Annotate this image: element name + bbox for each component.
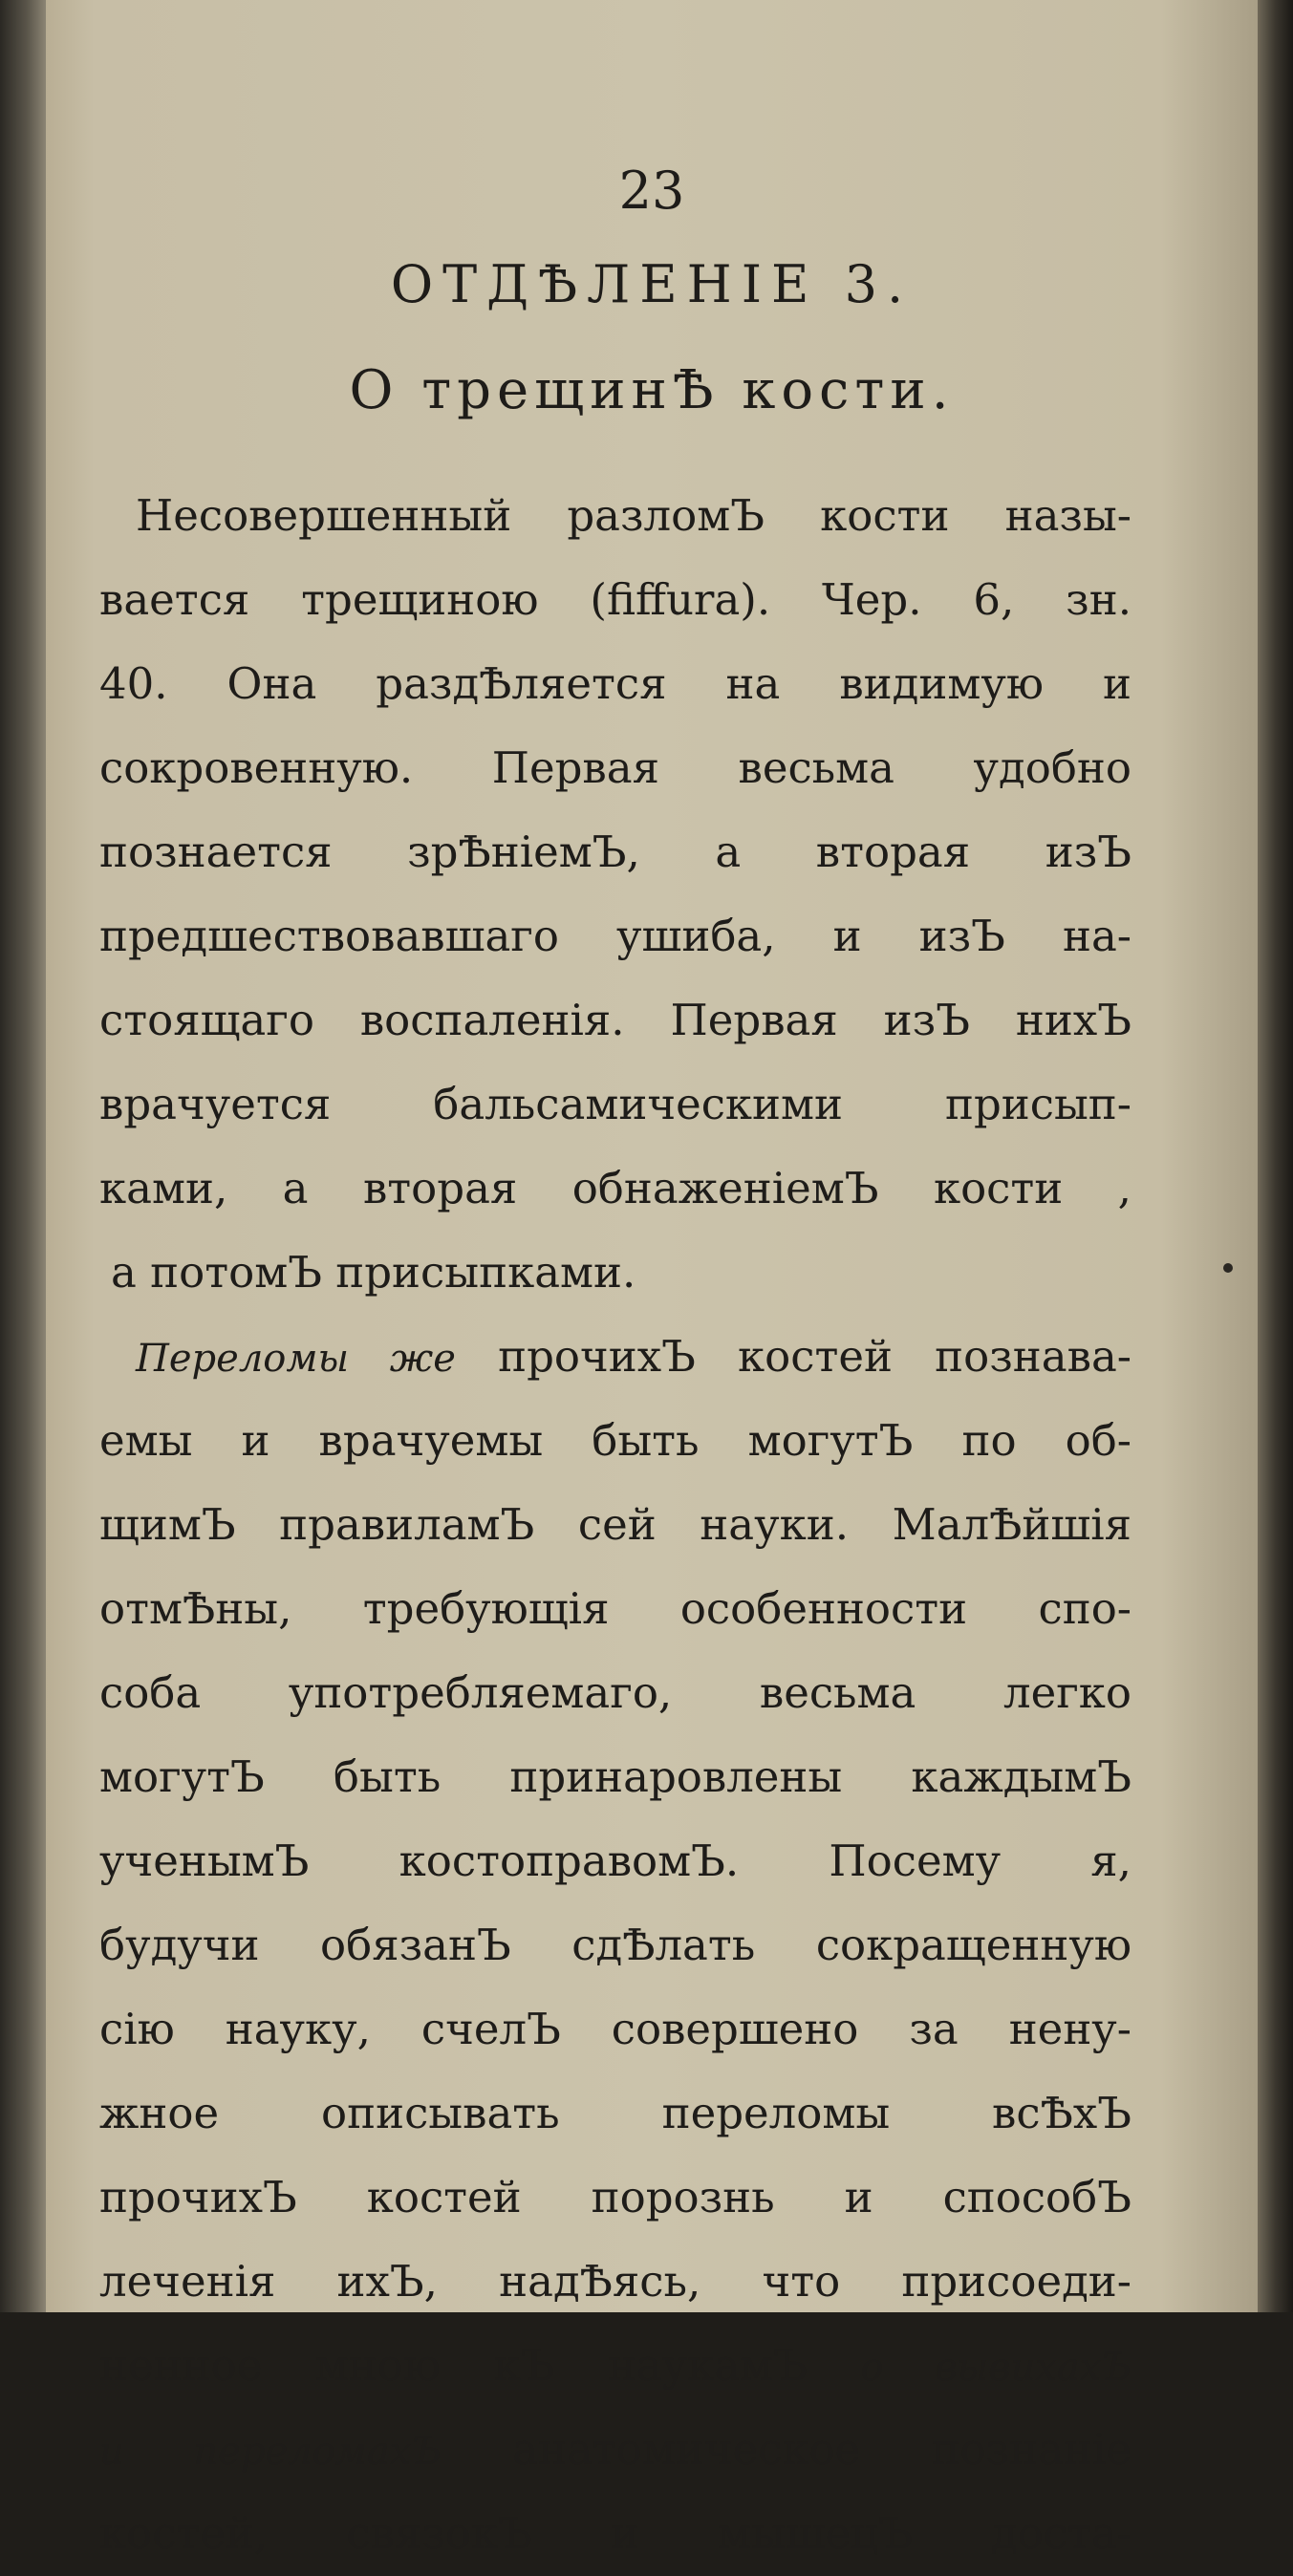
section-heading: ОТДѢЛЕНІЕ 3. bbox=[390, 254, 914, 314]
line-text: сію науку, счелЪ совершено за нену- bbox=[99, 2004, 1131, 2054]
line-text: анатомическое познаніе bbox=[512, 2424, 1131, 2475]
text-line bbox=[99, 2240, 1131, 2324]
line-text: емы и врачуемы быть могутЪ по об- bbox=[99, 1415, 1131, 1466]
text-line bbox=[99, 642, 1131, 726]
ink-speck bbox=[1223, 1263, 1233, 1273]
text-line bbox=[99, 1819, 1131, 1903]
text-line bbox=[99, 810, 1131, 894]
text-line bbox=[99, 1315, 1131, 1399]
italic-phrase: Переломы же bbox=[136, 1337, 456, 1381]
line-text: врачуется бальсамическими присып- bbox=[99, 1079, 1131, 1129]
line-text: прочихЪ костей порознь и способЪ bbox=[99, 2172, 1131, 2222]
line-text: а потомЪ присыпками. bbox=[111, 1247, 636, 1298]
text-line bbox=[99, 558, 1131, 642]
line-text: будучи обязанЪ сдѢлать сокращенную bbox=[99, 1920, 1131, 1970]
text-line bbox=[99, 1987, 1131, 2072]
line-text: ненное мною кЪ наукамЪ bbox=[99, 2340, 808, 2391]
line-text: сокровенную. Первая весьма удобно bbox=[99, 742, 1131, 793]
text-line bbox=[99, 2072, 1131, 2156]
page-number: 23 bbox=[618, 161, 685, 221]
line-text: прочихЪ костей познава- bbox=[498, 1331, 1131, 1382]
text-line bbox=[99, 726, 1131, 810]
line-text: вается трещиною (fiffura). Чер. 6, зн. bbox=[99, 574, 1131, 625]
line-text: предшествовавшаго ушиба, и изЪ на- bbox=[99, 911, 1131, 961]
text-line bbox=[99, 894, 1131, 978]
book-page-edge bbox=[1258, 0, 1293, 2312]
line-text: могутЪ быть принаровлены каждымЪ bbox=[99, 1751, 1131, 1802]
text-line bbox=[99, 1231, 1131, 1315]
text-line bbox=[99, 1399, 1131, 1483]
line-text: отмѢны, требующія особенности спо- bbox=[99, 1583, 1131, 1634]
text-line bbox=[99, 1063, 1131, 1147]
text-line bbox=[99, 2324, 1131, 2408]
italic-phrase: и переломахЪ bbox=[99, 2430, 442, 2474]
text-line bbox=[99, 1651, 1131, 1735]
line-text: Несовершенный разломЪ кости назы- bbox=[136, 490, 1131, 541]
text-line bbox=[99, 1735, 1131, 1819]
line-text: ученымЪ костоправомЪ. Посему я, bbox=[99, 1835, 1131, 1886]
line-text: жное описывать переломы всѢхЪ bbox=[99, 2088, 1131, 2138]
line-text: щимЪ правиламЪ сей науки. МалѢйшія bbox=[99, 1499, 1131, 1550]
line-text: соба употребляемаго, весьма легко bbox=[99, 1667, 1131, 1718]
line-text: 40. Она раздѢляется на видимую и bbox=[99, 658, 1131, 709]
body-text bbox=[99, 474, 1131, 2576]
line-text: познается зрѢніемЪ, а вторая изЪ bbox=[99, 826, 1131, 877]
line-text: ками, а вторая обнаженіемЪ кости , bbox=[99, 1163, 1131, 1213]
section-title: О трещинѢ кости. bbox=[349, 359, 955, 421]
text-line bbox=[99, 1567, 1131, 1651]
text-line bbox=[99, 2156, 1131, 2240]
text-line bbox=[99, 2408, 1131, 2492]
line-text: костей, связокЪ и мышецЪ доста- bbox=[99, 2508, 1131, 2559]
italic-phrase: о вывихахЪ bbox=[860, 2346, 1131, 2390]
text-line bbox=[99, 1903, 1131, 1987]
book-page bbox=[46, 0, 1258, 2559]
text-line bbox=[99, 1147, 1131, 1231]
line-text: леченія ихЪ, надѢясь, что присоеди- bbox=[99, 2256, 1131, 2307]
text-line bbox=[99, 474, 1131, 558]
text-line bbox=[99, 978, 1131, 1063]
line-text: стоящаго воспаленія. Первая изЪ нихЪ bbox=[99, 995, 1131, 1045]
text-line bbox=[99, 2492, 1131, 2576]
book-gutter bbox=[0, 0, 46, 2312]
text-line bbox=[99, 1483, 1131, 1567]
